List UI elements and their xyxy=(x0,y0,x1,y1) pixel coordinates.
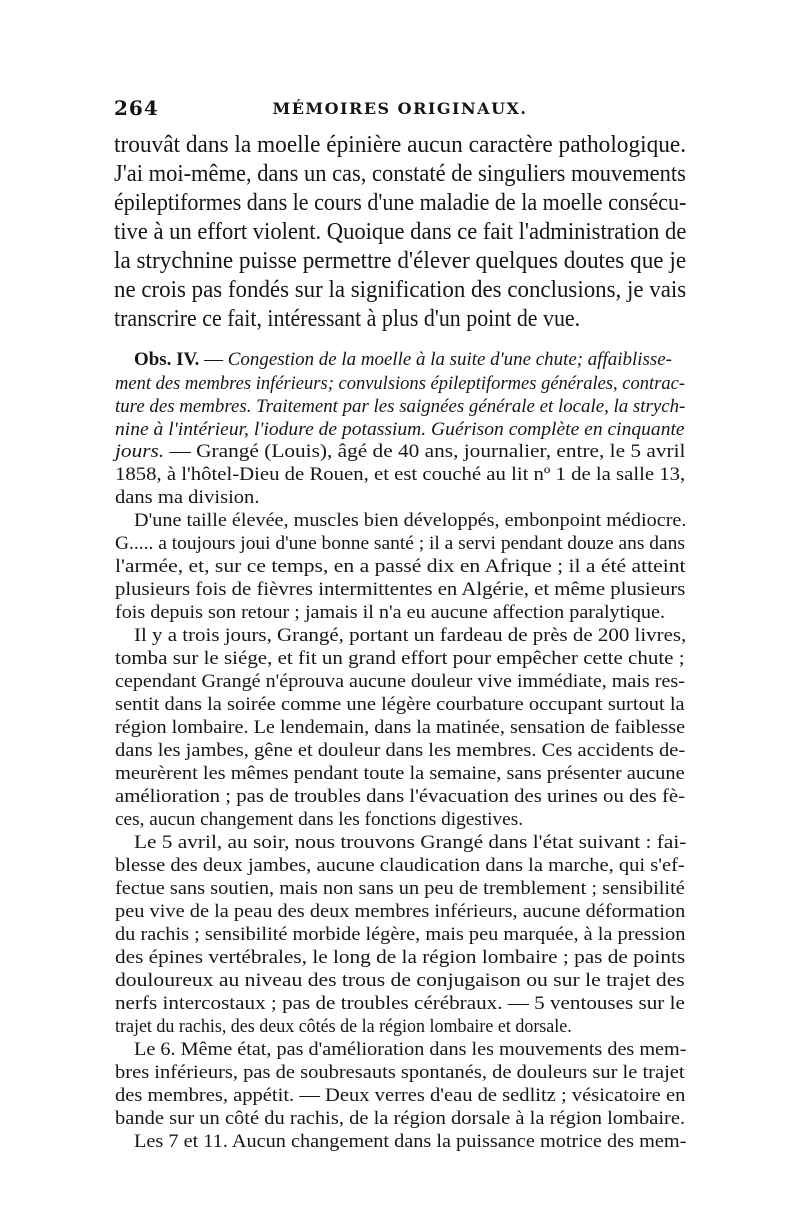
text-line: J'ai moi-même, dans un cas, constaté de singuliers mouvements xyxy=(114,161,686,187)
running-title: MÉMOIRES ORIGINAUX. xyxy=(272,99,528,118)
text-line: trouvât dans la moelle épinière aucun caractère pathologique. xyxy=(114,132,687,158)
text-line: l'armée, et, sur ce temps, en a passé dix en Afrique ; il a été atteint xyxy=(115,556,686,577)
text-line: fois depuis son retour ; jamais il n'a eu aucune affection paralytique. xyxy=(115,602,666,623)
text-line: plusieurs fois de fièvres intermittentes en Algérie, et même plusieurs xyxy=(115,579,686,600)
text-line: sentit dans la soirée comme une légère courbature occupant surtout la xyxy=(115,694,685,715)
text-line: nerfs intercostaux ; pas de troubles cérébraux. — 5 ventouses sur le xyxy=(115,993,685,1014)
text-line: Il y a trois jours, Grangé, portant un fardeau de près de 200 livres, xyxy=(134,625,687,646)
text-line: ces, aucun changement dans les fonctions digestives. xyxy=(115,809,524,830)
text-line: des épines vertébrales, le long de la région lombaire ; pas de points xyxy=(115,947,686,968)
text-line: dans ma division. xyxy=(115,487,260,508)
text-line: peu vive de la peau des deux membres inférieurs, aucune déformation xyxy=(115,901,686,922)
text-line: dans les jambes, gêne et douleur dans les membres. Ces accidents de- xyxy=(115,740,686,761)
observation-title: Congestion de la moelle à la suite d'une chute; affaiblisse- xyxy=(227,349,672,370)
text-line: blesse des deux jambes, aucune claudication dans la marche, qui s'ef- xyxy=(115,855,685,876)
text-line: des membres, appétit. — Deux verres d'eau de sedlitz ; vésicatoire en xyxy=(115,1085,686,1106)
text-line: ment des membres inférieurs; convulsions épileptiformes générales, contrac- xyxy=(115,373,686,394)
text-line: Le 5 avril, au soir, nous trouvons Grangé dans l'état suivant : fai- xyxy=(134,832,687,853)
text-line: épileptiformes dans le cours d'une maladie de la moelle consécu- xyxy=(114,190,687,216)
observation-dash: — xyxy=(204,349,224,370)
observation-label: Obs. IV. xyxy=(134,349,200,370)
text-line: transcrire ce fait, intéressant à plus d'un point de vue. xyxy=(114,306,581,332)
text-line: tomba sur le siége, et fit un grand effort pour empêcher cette chute ; xyxy=(115,648,685,669)
text-line: douloureux au niveau des trous de conjugaison ou sur le trajet des xyxy=(115,970,685,991)
text-line: fectue sans soutien, mais non sans un peu de tremblement ; sensibilité xyxy=(115,878,685,899)
text-line: trajet du rachis, des deux côtés de la région lombaire et dorsale. xyxy=(115,1016,572,1037)
text-line: bande sur un côté du rachis, de la région dorsale à la région lombaire. xyxy=(115,1108,686,1129)
text-line xyxy=(115,442,685,461)
patient-intro: — Grangé (Louis), âgé de 40 ans, journalier, entre, le 5 avril xyxy=(169,441,686,462)
text-line: ne crois pas fondés sur la signification des conclusions, je vais xyxy=(114,277,687,303)
text-line: amélioration ; pas de troubles dans l'évacuation des urines ou des fè- xyxy=(115,786,686,807)
text-line: du rachis ; sensibilité morbide légère, mais peu marquée, à la pression xyxy=(115,924,686,945)
text-line: Les 7 et 11. Aucun changement dans la puissance motrice des mem- xyxy=(134,1131,687,1152)
observation-title-end: jours. xyxy=(115,441,165,462)
text-line: D'une taille élevée, muscles bien développés, embonpoint médiocre. xyxy=(134,510,687,531)
text-line xyxy=(134,350,672,369)
text-line: bres inférieurs, pas de soubresauts spontanés, de douleurs sur le trajet xyxy=(115,1062,685,1083)
text-line: G..... a toujours joui d'une bonne santé ; il a servi pendant douze ans dans xyxy=(115,533,685,554)
text-line: ture des membres. Traitement par les saignées générale et locale, la strych- xyxy=(115,396,686,417)
page-number: 264 xyxy=(114,96,159,120)
text-line: nine à l'intérieur, l'iodure de potassium. Guérison complète en cinquante xyxy=(115,419,685,440)
text-line: région lombaire. Le lendemain, dans la matinée, sensation de faiblesse xyxy=(115,717,686,738)
text-line: la strychnine puisse permettre d'élever quelques doutes que je xyxy=(114,248,687,274)
text-line: Le 6. Même état, pas d'amélioration dans les mouvements des mem- xyxy=(134,1039,687,1060)
text-line: meurèrent les mêmes pendant toute la semaine, sans présenter aucune xyxy=(115,763,685,784)
page-header xyxy=(114,96,686,126)
text-line: cependant Grangé n'éprouva aucune douleur vive immédiate, mais res- xyxy=(115,671,685,692)
text-line: 1858, à l'hôtel-Dieu de Rouen, et est couché au lit nº 1 de la salle 13, xyxy=(115,464,686,485)
text-line: tive à un effort violent. Quoique dans ce fait l'administration de xyxy=(114,219,687,245)
